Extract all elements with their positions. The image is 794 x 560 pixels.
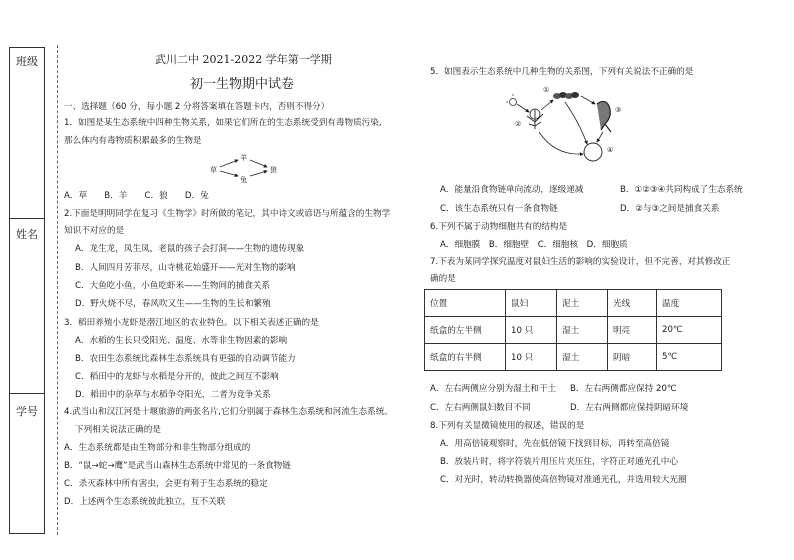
caterpillar-icon bbox=[553, 92, 579, 99]
ecosystem-diagram bbox=[505, 84, 630, 169]
food-web-arrows bbox=[210, 153, 290, 185]
q1-stem: 那么体内有毒物质积累最多的生物是 bbox=[64, 136, 202, 146]
q3-stem: 3．稻田养殖小龙虾是潜江地区的农业特色。以下相关表述正确的是 bbox=[64, 318, 319, 328]
divider bbox=[10, 393, 44, 394]
q6-options: A．细胞膜 B．细胞壁 C．细胞核 D．细胞质 bbox=[440, 240, 628, 250]
table-header-cell: 泥土 bbox=[557, 290, 608, 317]
q5-option-b: B．①②③④共同构成了生态系统 bbox=[620, 185, 743, 195]
q7-option-a: A．左右两侧应分别为湿土和干土 bbox=[430, 384, 557, 394]
decomposer-circle bbox=[584, 143, 602, 161]
table-cell: 纸盒的左半侧 bbox=[425, 317, 506, 344]
q7-stem: 确的是 bbox=[430, 274, 456, 284]
q3-option-d: D．稻田中的杂草与水稻争夺阳光，二者为竞争关系 bbox=[75, 390, 271, 400]
experiment-table bbox=[424, 289, 722, 371]
q5-option-c: C．该生态系统只有一条食物链 bbox=[440, 204, 558, 214]
q7-option-b: B．左右两侧都应保持 20℃ bbox=[570, 384, 677, 394]
divider bbox=[10, 218, 44, 219]
q4-option-a: A．生态系统都是由生物部分和非生物部分组成的 bbox=[64, 443, 251, 453]
exam-title: 初一生物期中试卷 bbox=[190, 77, 295, 92]
q4-option-c: C．杀灭森林中所有害虫，会更有利于生态系统的稳定 bbox=[64, 479, 268, 489]
q7-option-c: C．左右两侧鼠妇数目不同 bbox=[430, 403, 531, 413]
node-grass: 草 bbox=[210, 166, 217, 174]
q5-option-d: D．②与③之间是捕食关系 bbox=[620, 204, 720, 214]
table-header-cell: 鼠妇 bbox=[506, 290, 557, 317]
q1-stem: 1．如图是某生态系统中四种生物关系，如果它们所在的生态系统受到有毒物质污染, bbox=[64, 118, 382, 128]
table-header-cell: 温度 bbox=[657, 290, 722, 317]
q2-stem: 2.下面是明明同学在复习《生物学》时所做的笔记，其中诗文或谚语与所蕴含的生物学 bbox=[64, 209, 391, 219]
q3-option-a: A．水稻的生长只受阳光、温度、水等非生物因素的影响 bbox=[75, 336, 288, 346]
plant-icon bbox=[527, 109, 543, 129]
bird-icon bbox=[597, 101, 611, 132]
q2-option-c: C．大鱼吃小鱼，小鱼吃虾米——生物间的捕食关系 bbox=[75, 281, 271, 291]
table-header-row bbox=[425, 290, 722, 317]
q2-stem: 知识不对应的是 bbox=[64, 226, 125, 236]
table-cell: 10 只 bbox=[506, 344, 557, 371]
school-line: 武川二中 2021-2022 学年第一学期 bbox=[155, 53, 332, 66]
name-label: 姓名 bbox=[16, 228, 38, 241]
table-cell: 10 只 bbox=[506, 317, 557, 344]
table-row bbox=[425, 317, 722, 344]
q4-option-b: B．“鼠→蛇→鹰”是武当山森林生态系统中常见的一条食物链 bbox=[64, 461, 291, 471]
section-heading: 一、选择题（60 分，每小题 2 分将答案填在答题卡内，否则不得分） bbox=[64, 102, 330, 112]
q4-option-d: D．上述两个生态系统彼此独立，互不关联 bbox=[64, 497, 226, 507]
q5-stem: 5．如图表示生态系统中几种生物的关系图，下列有关说法不正确的是 bbox=[430, 67, 694, 77]
table-header-cell: 位置 bbox=[425, 290, 506, 317]
q5-option-a: A．能量沿食物链单向流动，逐级递减 bbox=[440, 185, 584, 195]
q2-option-b: B．人间四月芳菲尽，山寺桃花始盛开——光对生物的影响 bbox=[75, 263, 296, 273]
diagram-label-2: ② bbox=[515, 120, 522, 128]
q8-option-a: A．用高倍镜观察时，先在低倍镜下找到目标，再转至高倍镜 bbox=[440, 439, 670, 449]
table-cell: 明亮 bbox=[608, 317, 657, 344]
table-cell: 阴暗 bbox=[608, 344, 657, 371]
q7-stem: 7.下表为某同学探究温度对鼠妇生活的影响的实验设计，但不完善，对其修改正 bbox=[430, 257, 731, 267]
table-cell: 湿土 bbox=[557, 344, 608, 371]
q2-option-d: D．野火烧不尽，春风吹又生——生物的生长和繁殖 bbox=[75, 299, 271, 309]
node-rabbit: 兔 bbox=[240, 176, 247, 184]
class-label: 班级 bbox=[16, 55, 38, 68]
sun-icon bbox=[506, 94, 517, 106]
diagram-label-1: ① bbox=[543, 86, 550, 94]
node-sheep: 羊 bbox=[240, 154, 247, 162]
diagram-label-4: ④ bbox=[607, 146, 614, 154]
q1-options: A．草 B．羊 C．狼 D．兔 bbox=[64, 191, 209, 201]
table-cell: 湿土 bbox=[557, 317, 608, 344]
ecosystem-illustration bbox=[505, 84, 630, 169]
q8-stem: 8.下列有关显微镜使用的叙述，错误的是 bbox=[430, 421, 585, 431]
table-cell: 纸盒的右半侧 bbox=[425, 344, 506, 371]
binding-line bbox=[57, 45, 58, 535]
q2-option-a: A．龙生龙，凤生凤，老鼠的孩子会打洞——生物的遗传现象 bbox=[75, 244, 305, 254]
q4-stem: 4.武当山和汉江河是十堰旅游的两张名片,它们分别属于森林生态系统和河流生态系统。 bbox=[64, 407, 393, 417]
binding-strip bbox=[9, 47, 45, 534]
table-cell: 5℃ bbox=[657, 344, 722, 371]
table-cell: 20℃ bbox=[657, 317, 722, 344]
q3-option-b: B．农田生态系统比森林生态系统具有更强的自动调节能力 bbox=[75, 354, 296, 364]
food-web-diagram bbox=[210, 153, 290, 185]
q8-option-c: C．对光时，转动转换器使高倍物镜对准通光孔，并选用较大光圈 bbox=[440, 475, 687, 485]
q8-option-b: B．放装片时，将字符装片用压片夹压住，字符正对通光孔中心 bbox=[440, 457, 678, 467]
student-id-label: 学号 bbox=[16, 405, 38, 418]
diagram-label-3: ③ bbox=[615, 106, 622, 114]
q4-stem: 下列相关说法正确的是 bbox=[75, 425, 161, 435]
q6-stem: 6.下列不属于动物细胞共有的结构是 bbox=[430, 222, 568, 232]
table-header-cell: 光线 bbox=[608, 290, 657, 317]
table-row bbox=[425, 344, 722, 371]
q7-option-d: D．左右两侧都应保持阴暗环境 bbox=[570, 403, 689, 413]
node-wolf: 狼 bbox=[270, 166, 277, 174]
q3-option-c: C．稻田中的龙虾与水稻是分开的，彼此之间互不影响 bbox=[75, 372, 279, 382]
